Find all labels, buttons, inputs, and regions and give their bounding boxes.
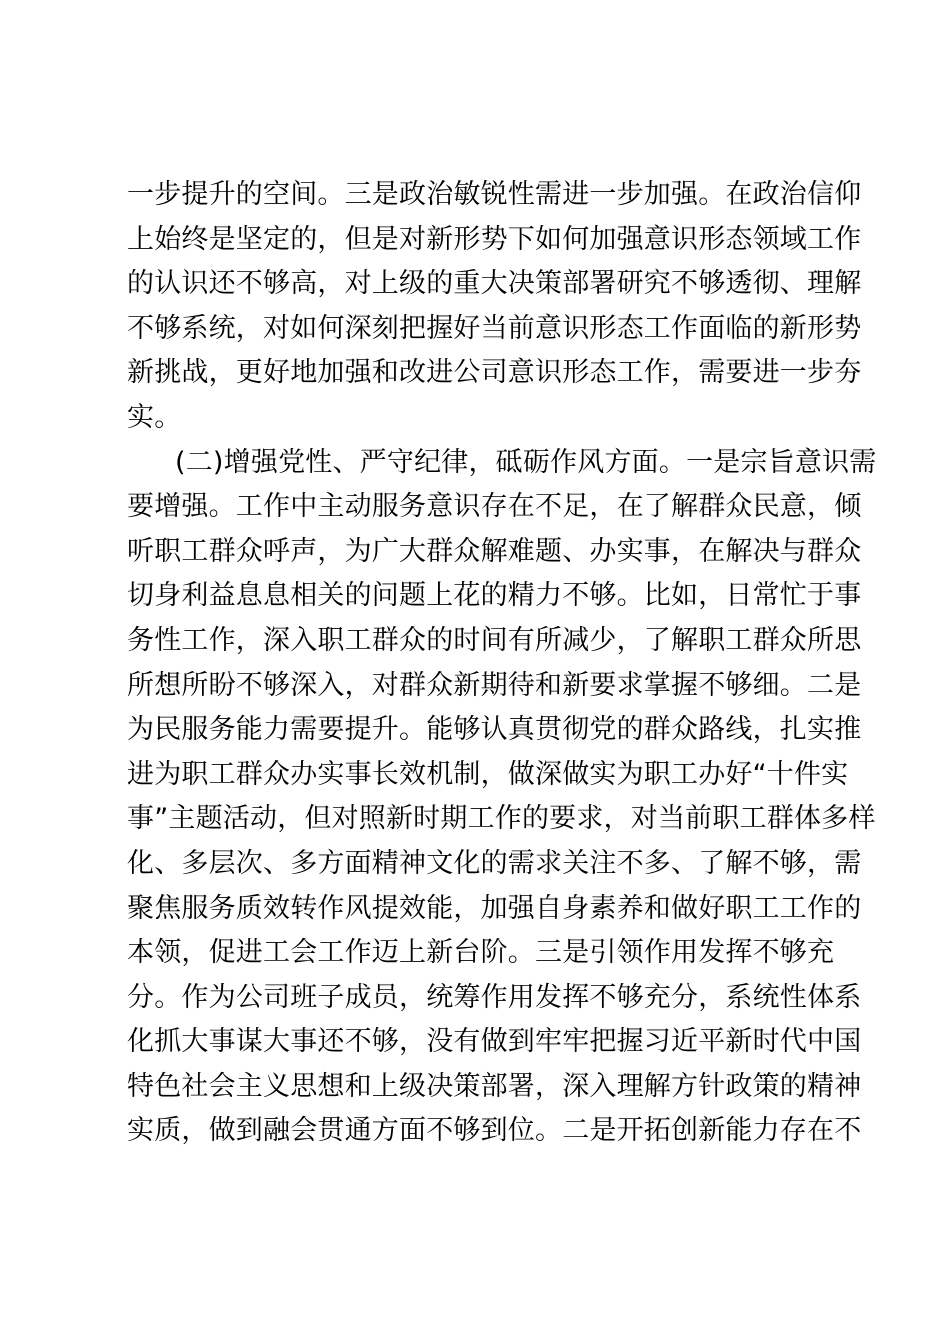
- text-line: 切身利益息息相关的问题上花的精力不够。比如，日常忙于事: [127, 580, 862, 612]
- text-line: 所想所盼不够深入，对群众新期待和新要求掌握不够细。二是: [127, 669, 862, 701]
- text-line: 化、多层次、多方面精神文化的需求关注不多、了解不够，需: [127, 847, 862, 879]
- text-line: 一步提升的空间。三是政治敏锐性需进一步加强。在政治信仰: [127, 179, 862, 210]
- text-line: 聚焦服务质效转作风提效能，加强自身素养和做好职工工作的: [127, 892, 862, 924]
- text-line: 新挑战，更好地加强和改进公司意识形态工作，需要进一步夯: [127, 357, 862, 389]
- document-body: [127, 173, 877, 1154]
- text-line: 实。: [127, 401, 182, 433]
- text-line: 要增强。工作中主动服务意识存在不足，在了解群众民意，倾: [127, 491, 862, 523]
- text-line: 上始终是坚定的，但是对新形势下如何加强意识形态领域工作: [127, 223, 862, 255]
- text-line: 不够系统，对如何深刻把握好当前意识形态工作面临的新形势: [127, 312, 862, 344]
- text-line: 实质，做到融会贯通方面不够到位。二是开拓创新能力存在不: [127, 1115, 862, 1147]
- text-line: 事”主题活动，但对照新时期工作的要求，对当前职工群体多样: [127, 803, 876, 835]
- text-line: 的认识还不够高，对上级的重大决策部署研究不够透彻、理解: [127, 268, 862, 300]
- text-line: 本领，促进工会工作迈上新台阶。三是引领作用发挥不够充: [127, 937, 835, 969]
- text-line: 化抓大事谋大事还不够，没有做到牢牢把握习近平新时代中国: [127, 1026, 862, 1058]
- text-line: 听职工群众呼声，为广大群众解难题、办实事，在解决与群众: [127, 535, 862, 567]
- paragraph-start-line: (二)增强党性、严守纪律，砥砺作风方面。一是宗旨意识需: [175, 446, 877, 478]
- text-line: 特色社会主义思想和上级决策部署，深入理解方针政策的精神: [127, 1070, 862, 1102]
- text-line: 进为职工群众办实事长效机制，做深做实为职工办好“十件实: [127, 758, 849, 790]
- text-line: 分。作为公司班子成员，统筹作用发挥不够充分，系统性体系: [127, 981, 862, 1013]
- text-line: 为民服务能力需要提升。能够认真贯彻党的群众路线，扎实推: [127, 714, 862, 746]
- text-line: 务性工作，深入职工群众的时间有所减少，了解职工群众所思: [127, 624, 862, 656]
